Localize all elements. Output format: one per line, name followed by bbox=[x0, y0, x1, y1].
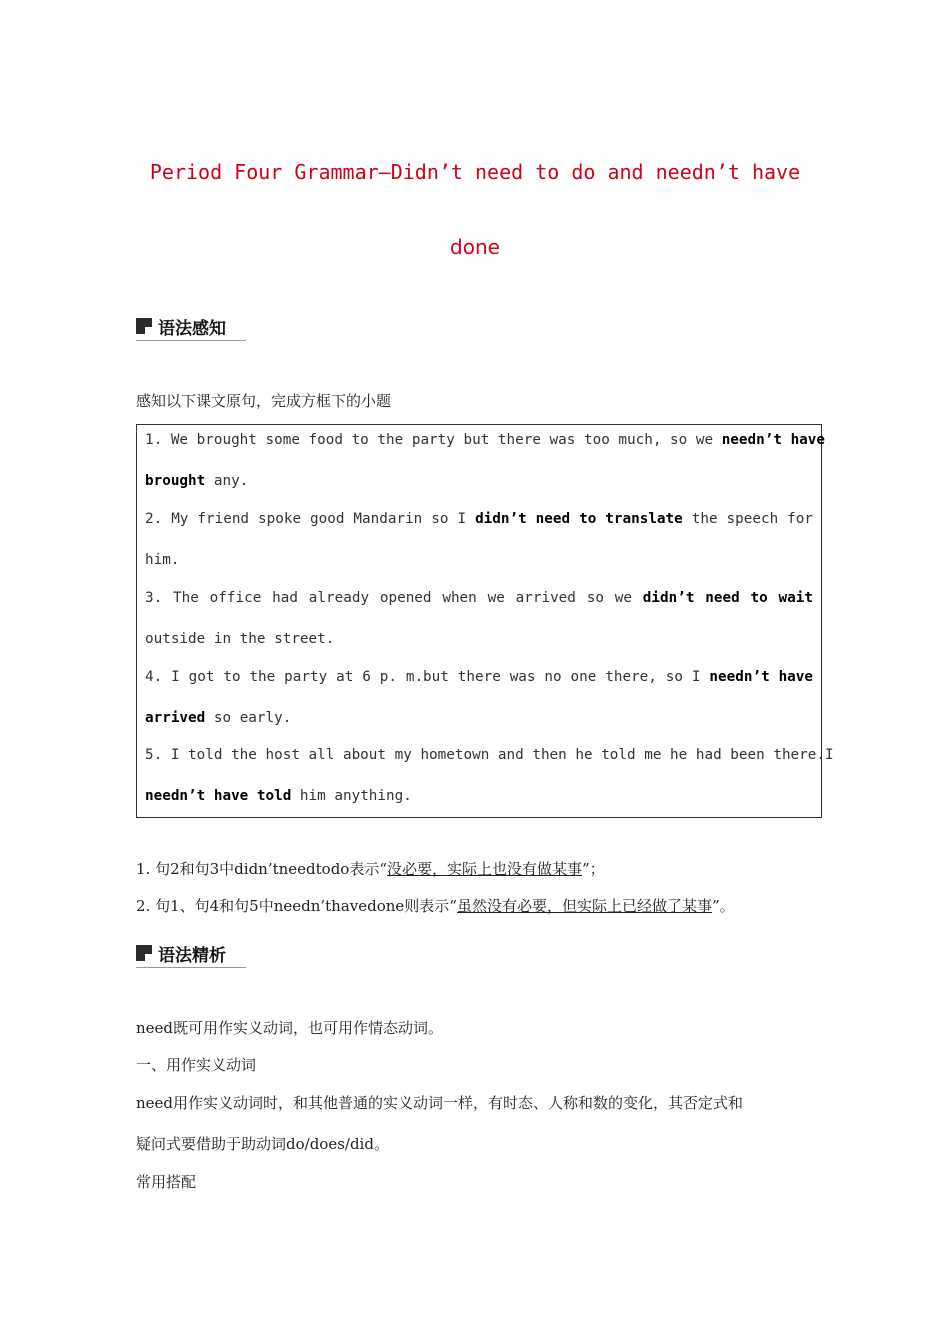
section-label: 语法感知 bbox=[158, 318, 226, 339]
sentence-1-line-b: brought any. bbox=[145, 473, 249, 489]
intro-text: 感知以下课文原句，完成方框下的小题 bbox=[136, 392, 392, 410]
sentence-2-line-a: 2. My friend spoke good Mandarin so I didn’t need to translate the speech for bbox=[145, 511, 813, 527]
section-square-icon bbox=[136, 945, 152, 961]
sentence-1-line-a: 1. We brought some food to the party but there was too much, so we needn’t have bbox=[145, 432, 825, 448]
body-paragraph-1: need既可用作实义动词，也可用作情态动词。 bbox=[136, 1019, 444, 1037]
sentence-4-line-b: arrived so early. bbox=[145, 710, 292, 726]
sentence-5-line-a: 5. I told the host all about my hometown and then he told me he had been there.I bbox=[145, 747, 834, 763]
example-sentences-box bbox=[136, 424, 834, 818]
page-title-line1: Period Four Grammar—Didn’t need to do and needn’t have bbox=[149, 160, 801, 184]
answer-2: 2. 句1、句4和句5中needn’thavedone则表示“虽然没有必要，但实际上已经做了某事”。 bbox=[136, 897, 735, 915]
section-label: 语法精析 bbox=[158, 945, 226, 966]
answer-1-blank: 没必要，实际上也没有做某事 bbox=[387, 860, 583, 878]
answer-1: 1. 句2和句3中didn’tneedtodo表示“没必要，实际上也没有做某事”； bbox=[136, 860, 605, 878]
body-subheading: 常用搭配 bbox=[136, 1173, 197, 1191]
sentence-3-line-b: outside in the street. bbox=[145, 631, 335, 647]
body-paragraph-2a: need用作实义动词时，和其他普通的实义动词一样，有时态、人称和数的变化，其否定式和 bbox=[136, 1094, 744, 1112]
page-title-line2: done bbox=[450, 235, 500, 259]
section-square-icon bbox=[136, 318, 152, 334]
body-heading-1: 一、用作实义动词 bbox=[136, 1056, 257, 1074]
sentence-3-line-a: 3. The office had already opened when we arrived so we didn’t need to wait bbox=[145, 590, 813, 606]
sentence-4-line-a: 4. I got to the party at 6 p. m.but there was no one there, so I needn’t have bbox=[145, 669, 814, 685]
section-header-grammar-perception bbox=[136, 312, 246, 341]
section-header-grammar-analysis bbox=[136, 939, 246, 968]
sentence-2-line-b: him. bbox=[145, 552, 180, 568]
sentence-5-line-b: needn’t have told him anything. bbox=[145, 788, 412, 804]
answer-2-blank: 虽然没有必要，但实际上已经做了某事 bbox=[456, 897, 712, 915]
body-paragraph-2b: 疑问式要借助于助动词do/does/did。 bbox=[136, 1135, 389, 1153]
